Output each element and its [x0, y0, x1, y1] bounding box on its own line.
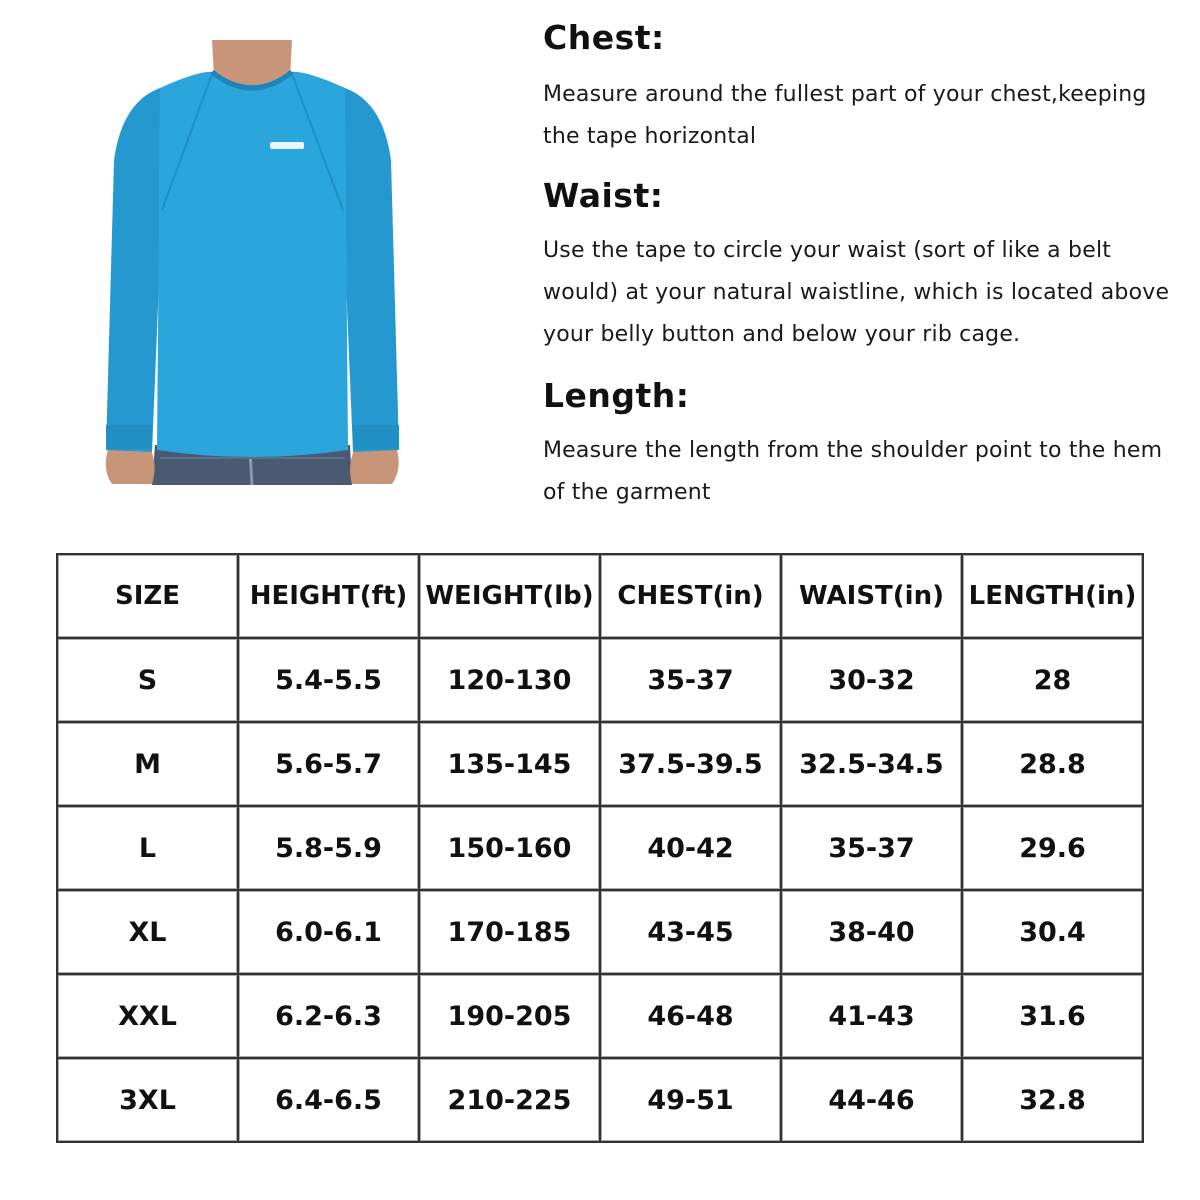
shirt-right-sleeve	[343, 88, 399, 452]
size-cell: S	[57, 638, 238, 722]
size-cell: M	[57, 722, 238, 806]
size-cell: XL	[57, 890, 238, 974]
chest-heading: Chest:	[543, 18, 665, 57]
header-waist: WAIST(in)	[781, 554, 962, 638]
header-length: LENGTH(in)	[962, 554, 1143, 638]
length-description: Measure the length from the shoulder point to the hem of the garment	[543, 438, 1163, 505]
weight-cell: 210-225	[419, 1058, 600, 1142]
waist-cell: 41-43	[781, 974, 962, 1058]
chest-cell: 37.5-39.5	[600, 722, 781, 806]
waist-cell: 44-46	[781, 1058, 962, 1142]
header-height: HEIGHT(ft)	[238, 554, 419, 638]
model-right-hand	[350, 448, 399, 484]
height-cell: 5.8-5.9	[238, 806, 419, 890]
length-cell: 32.8	[962, 1058, 1143, 1142]
header-chest: CHEST(in)	[600, 554, 781, 638]
header-size: SIZE	[57, 554, 238, 638]
chest-cell: 46-48	[600, 974, 781, 1058]
waist-cell: 38-40	[781, 890, 962, 974]
product-photo	[100, 40, 405, 485]
waist-heading: Waist:	[543, 176, 664, 215]
header-weight: WEIGHT(lb)	[419, 554, 600, 638]
weight-cell: 170-185	[419, 890, 600, 974]
height-cell: 5.6-5.7	[238, 722, 419, 806]
table-row	[57, 638, 1143, 722]
table-row	[57, 806, 1143, 890]
length-cell: 29.6	[962, 806, 1143, 890]
length-cell: 28.8	[962, 722, 1143, 806]
height-cell: 6.4-6.5	[238, 1058, 419, 1142]
weight-cell: 190-205	[419, 974, 600, 1058]
waist-cell: 30-32	[781, 638, 962, 722]
size-chart-table	[56, 553, 1144, 1143]
chest-cell: 35-37	[600, 638, 781, 722]
length-heading: Length:	[543, 376, 690, 415]
chest-cell: 43-45	[600, 890, 781, 974]
size-cell: L	[57, 806, 238, 890]
waist-cell: 35-37	[781, 806, 962, 890]
height-cell: 6.0-6.1	[238, 890, 419, 974]
height-cell: 5.4-5.5	[238, 638, 419, 722]
waist-description: Use the tape to circle your waist (sort of like a belt would) at your natural waistline, which is located above your belly button and below your rib cage.	[543, 238, 1170, 347]
model-left-hand	[106, 448, 155, 484]
table-row	[57, 974, 1143, 1058]
brand-logo	[270, 142, 304, 149]
shirt-left-sleeve	[106, 88, 162, 452]
weight-cell: 120-130	[419, 638, 600, 722]
table-row	[57, 722, 1143, 806]
table-row	[57, 1058, 1143, 1142]
measuring-guide	[543, 14, 1183, 514]
size-cell: XXL	[57, 974, 238, 1058]
chest-description: Measure around the fullest part of your chest,keeping the tape horizontal	[543, 82, 1147, 149]
length-cell: 30.4	[962, 890, 1143, 974]
table-row	[57, 890, 1143, 974]
table-header-row	[57, 554, 1143, 638]
chest-cell: 49-51	[600, 1058, 781, 1142]
height-cell: 6.2-6.3	[238, 974, 419, 1058]
waist-cell: 32.5-34.5	[781, 722, 962, 806]
weight-cell: 135-145	[419, 722, 600, 806]
weight-cell: 150-160	[419, 806, 600, 890]
size-cell: 3XL	[57, 1058, 238, 1142]
length-cell: 28	[962, 638, 1143, 722]
chest-cell: 40-42	[600, 806, 781, 890]
shirt-body	[157, 72, 348, 457]
length-cell: 31.6	[962, 974, 1143, 1058]
